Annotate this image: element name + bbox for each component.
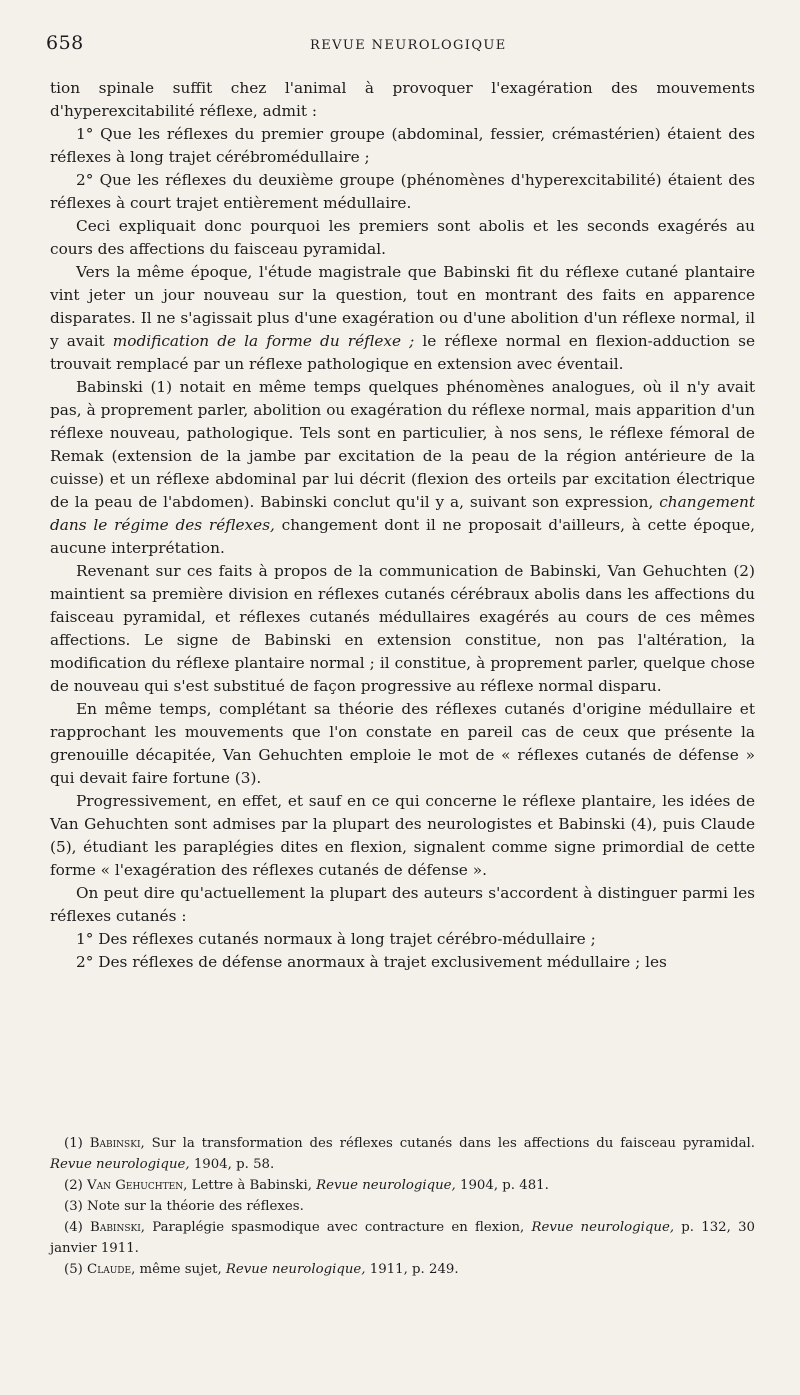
footnote: [50, 1259, 755, 1280]
paragraph: On peut dire qu'actuellement la plupart des auteurs s'accordent à distinguer parmi les réflexes cutanés :: [50, 884, 755, 925]
footnotes: [50, 1133, 755, 1280]
paragraph: [50, 376, 755, 560]
footnote-author: (5) Claude,: [64, 1262, 136, 1277]
footnote-text: Paraplégie spasmodique avec contracture en flexion,: [145, 1220, 532, 1235]
paragraph: tion spinale suffit chez l'animal à provoquer l'exagération des mouvements d'hyperexcitabilité réflexe, admit :: [50, 79, 755, 120]
paragraph: Ceci expliquait donc pourquoi les premiers sont abolis et les seconds exagérés au cours des affections du faisceau pyramidal.: [50, 217, 755, 258]
footnote-author: (1) Babinski,: [64, 1136, 145, 1151]
paragraph: En même temps, complétant sa théorie des réflexes cutanés d'origine médullaire et rapprochant les mouvements que l'on constate en pareil cas de ceux que présente la grenouille décapitée, Van Gehuchten emploie le mot de « réflexes cutanés de défense » qui devait faire fortune (3).: [50, 700, 755, 787]
paragraph: 2° Des réflexes de défense anormaux à trajet exclusivement médullaire ; les: [76, 953, 667, 971]
footnote-text: Sur la transformation des réflexes cutanés dans les affections du faisceau pyramidal.: [144, 1136, 755, 1151]
footnote-journal: Revue neurologique,: [50, 1157, 190, 1172]
text-run: Vers la même époque, l'étude magistrale que Babinski fit du réflexe cutané plantaire vint jeter un jour nouveau sur la question, tout en montrant des faits en apparence disparates. Il ne s'agissait plus d'une exagération ou d'une abolition d'un réflexe normal, il y avait: [50, 263, 755, 350]
footnote-ref: 1904, p. 481.: [455, 1178, 549, 1193]
footnote-ref: p. 132, 30 janvier 1911.: [50, 1220, 755, 1256]
footnote-author: (2) Van Gehuchten,: [64, 1178, 188, 1193]
footnote-text: même sujet,: [135, 1262, 226, 1277]
body-text: [50, 77, 755, 974]
footnote: [50, 1133, 755, 1175]
footnote-text: Lettre à Babinski,: [187, 1178, 317, 1193]
text-run: le réflexe normal en flexion-adduction se trouvait remplacé par un réflexe pathologique en extension avec éventail.: [50, 332, 755, 373]
italic-phrase: modification de la forme du réflexe ;: [112, 332, 415, 350]
text-run: Babinski (1) notait en même temps quelques phénomènes analogues, où il n'y avait pas, à proprement parler, abolition ou exagération du réflexe normal, mais apparition d'un réflexe nouveau, pathologique. Tels sont en particulier, à nos sens, le réflexe fémoral de Remak (extension de la jambe par excitation de la peau de la région antérieure de la cuisse) et un réflexe abdominal par lui décrit (flexion des orteils par excitation électrique de la peau de l'abdomen). Babinski conclut qu'il y a, suivant son expression,: [50, 378, 755, 511]
footnote-journal: Revue neurologique,: [225, 1262, 366, 1277]
footnote-ref: 1904, p. 58.: [189, 1157, 275, 1172]
text-run: changement dont il ne proposait d'ailleurs, à cette époque, aucune interprétation.: [50, 516, 755, 557]
paragraph: Progressivement, en effet, et sauf en ce qui concerne le réflexe plantaire, les idées de Van Gehuchten sont admises par la plupart des neurologistes et Babinski (4), puis Claude (5), étudiant les paraplégies dites en flexion, signalent comme signe primordial de cette forme « l'exagération des réflexes cutanés de défense ».: [50, 792, 755, 879]
paragraph: [50, 261, 755, 376]
footnote: [50, 1217, 755, 1259]
running-head: REVUE NEUROLOGIQUE: [310, 38, 507, 53]
footnote-ref: 1911, p. 249.: [365, 1262, 459, 1277]
paragraph: Revenant sur ces faits à propos de la communication de Babinski, Van Gehuchten (2) maintient sa première division en réflexes cutanés cérébraux abolis dans les affections du faisceau pyramidal, et réflexes cutanés médullaires exagérés au cours de ces mêmes affections. Le signe de Babinski en extension constitue, non pas l'altération, la modification du réflexe plantaire normal ; il constitue, à proprement parler, quelque chose de nouveau qui s'est substitué de façon progressive au réflexe normal disparu.: [50, 562, 755, 695]
paragraph: 1° Des réflexes cutanés normaux à long trajet cérébro-médullaire ;: [76, 930, 596, 948]
footnote-author: (4) Babinski,: [64, 1220, 146, 1235]
paragraph: 2° Que les réflexes du deuxième groupe (phénomènes d'hyperexcitabilité) étaient des réflexes à court trajet entièrement médullaire.: [50, 171, 755, 212]
page-number: 658: [46, 32, 84, 54]
paragraph: 1° Que les réflexes du premier groupe (abdominal, fessier, crémastérien) étaient des réflexes à long trajet cérébromédullaire ;: [50, 125, 755, 166]
footnote-journal: Revue neurologique,: [531, 1220, 675, 1235]
footnote: [50, 1175, 755, 1196]
footnote: (3) Note sur la théorie des réflexes.: [64, 1199, 304, 1214]
footnote-journal: Revue neurologique,: [316, 1178, 456, 1193]
italic-phrase: changement dans le régime des réflexes,: [50, 493, 755, 534]
